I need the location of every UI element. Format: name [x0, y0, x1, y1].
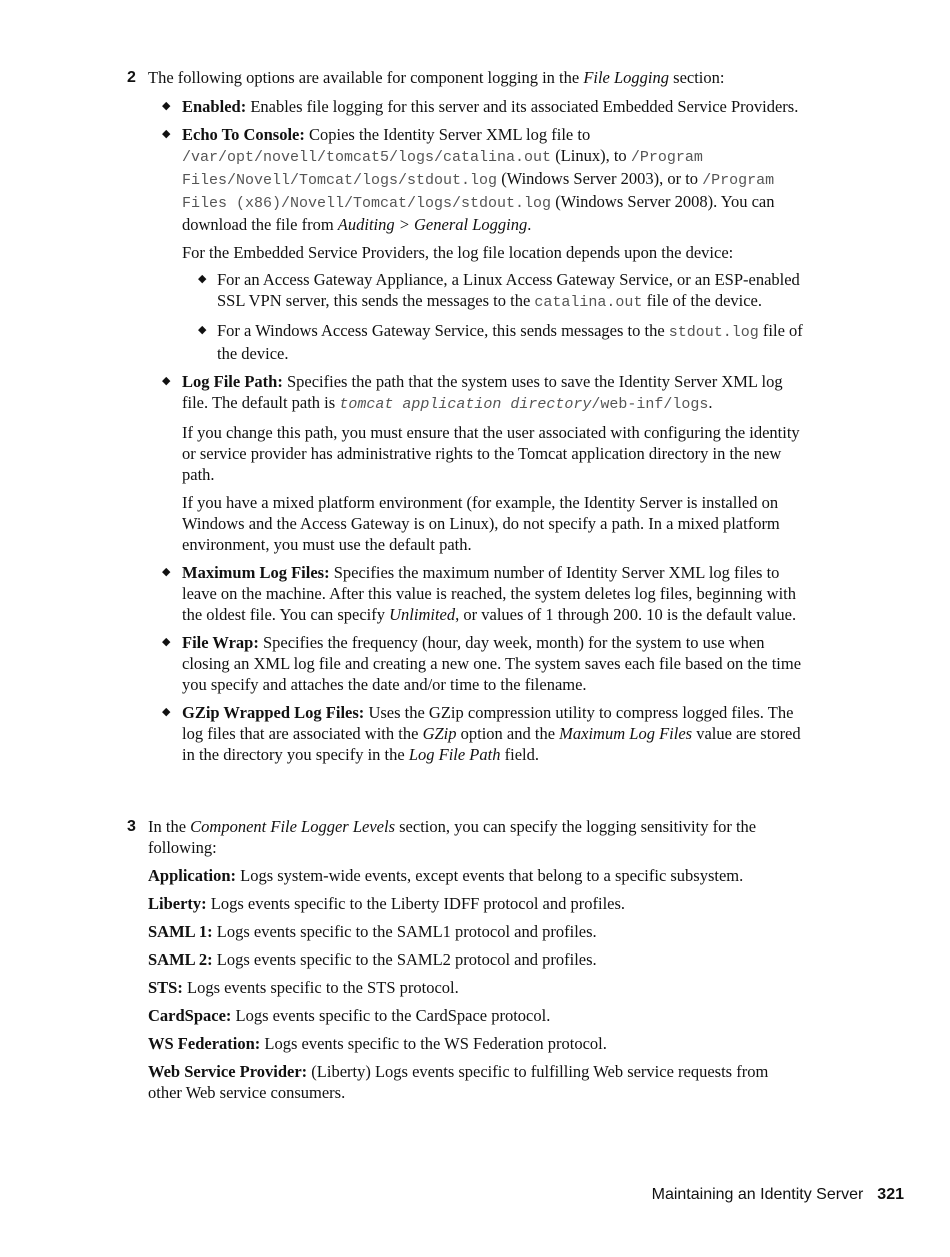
- diamond-bullet-icon: ◆: [198, 324, 207, 336]
- def-liberty: Liberty: Logs events specific to the Liberty IDFF protocol and profiles.: [148, 894, 626, 913]
- diamond-bullet-icon: ◆: [162, 636, 171, 648]
- diamond-bullet-icon: ◆: [162, 375, 171, 387]
- log-path-note-2: If you have a mixed platform environment (for example, the Identity Server is installed on Windows and the Access Gateway is on Linux), do not specify a path. In a mixed platform environment, you must use the default path.: [182, 493, 780, 554]
- esp-intro: For the Embedded Service Providers, the log file location depends upon the device:: [182, 243, 734, 262]
- option-list: [128, 96, 803, 765]
- step-number: 3: [127, 818, 136, 835]
- page-number: 321: [877, 1186, 904, 1203]
- diamond-bullet-icon: ◆: [198, 273, 207, 285]
- def-web-service-provider: Web Service Provider: (Liberty) Logs events specific to fulfilling Web service requests from other Web service consumers.: [148, 1062, 769, 1102]
- option-gzip-wrapped-log-files: ◆ GZip Wrapped Log Files: Uses the GZip compression utility to compress logged files. The log files that are associated with the GZip option and the Maximum Log Files value are stored in the directory you specify in the Log File Path field.: [162, 703, 801, 764]
- diamond-bullet-icon: ◆: [162, 706, 171, 718]
- footer-title: Maintaining an Identity Server: [651, 1186, 864, 1203]
- option-file-wrap: ◆ File Wrap: Specifies the frequency (hour, day week, month) for the system to use when closing an XML log file and creating a new one. The system saves each file based on the time you specify and attaches the date and/or time to the filename.: [162, 633, 802, 694]
- path-win2008: /Program Files (x86)/Novell/Tomcat/logs/stdout.log: [182, 172, 775, 212]
- step-number: 2: [127, 69, 136, 86]
- option-echo-to-console: ◆ Echo To Console: Copies the Identity Server XML log file to /var/opt/novell/tomcat5/logs/catalina.out (Linux), to /Program Files/Novell/Tomcat/logs/stdout.log (Windows Server 2003), or to /Program Files (x86)/Novell/Tomcat/logs/stdout.log (Windows Server 2008). You can download the file from Auditing > General Logging. For the Embedded Service Providers, the log file location depends upon the device: ◆ For an Access Gateway Appliance, a Linux Access Gateway Service, or an ESP-enabled SSL VPN server, this sends the messages to the catalina.out file of the device. ◆ For a Windows Access Gateway Service, this sends messages to the stdout.log file of the device.: [162, 125, 803, 363]
- log-path-note-1: If you change this path, you must ensure that the user associated with configuring the identity or service provider has administrative rights to the Tomcat application directory in the new path.: [182, 423, 800, 484]
- option-log-file-path: ◆ Log File Path: Specifies the path that the system uses to save the Identity Server XML log file. The default path is tomcat application directory/web-inf/logs. If you change this path, you must ensure that the user associated with configuring the identity or service provider has administrative rights to the Tomcat application directory in the new path. If you have a mixed platform environment (for example, the Identity Server is installed on Windows and the Access Gateway is on Linux), do not specify a path. In a mixed platform environment, you must use the default path.: [182, 371, 803, 555]
- step-2: [128, 67, 803, 772]
- def-saml2: SAML 2: Logs events specific to the SAML2 protocol and profiles.: [148, 950, 597, 969]
- page-footer: [652, 1186, 904, 1204]
- path-linux: /var/opt/novell/tomcat5/logs/catalina.out: [182, 149, 552, 166]
- esp-item-linux: ◆ For an Access Gateway Appliance, a Linux Access Gateway Service, or an ESP-enabled SSL VPN server, this sends the messages to the catalina.out file of the device.: [198, 270, 800, 311]
- diamond-bullet-icon: ◆: [162, 100, 171, 112]
- esp-list: [182, 269, 803, 364]
- step-intro: The following options are available for component logging in the File Logging section:: [148, 68, 725, 87]
- def-saml1: SAML 1: Logs events specific to the SAML1 protocol and profiles.: [148, 922, 597, 941]
- step-intro: In the Component File Logger Levels section, you can specify the logging sensitivity for the following:: [148, 817, 757, 857]
- def-cardspace: CardSpace: Logs events specific to the CardSpace protocol.: [148, 1006, 551, 1025]
- esp-item-windows: ◆ For a Windows Access Gateway Service, this sends messages to the stdout.log file of the device.: [198, 321, 803, 363]
- diamond-bullet-icon: ◆: [162, 128, 171, 140]
- def-application: Application: Logs system-wide events, except events that belong to a specific subsystem.: [148, 866, 744, 885]
- def-sts: STS: Logs events specific to the STS protocol.: [148, 978, 459, 997]
- path-win2003: /Program Files/Novell/Tomcat/logs/stdout.log: [182, 149, 703, 189]
- diamond-bullet-icon: ◆: [162, 566, 171, 578]
- step-3: [128, 816, 803, 1110]
- option-enabled: ◆ Enabled: Enables file logging for this server and its associated Embedded Service Providers.: [162, 97, 799, 116]
- def-ws-federation: WS Federation: Logs events specific to the WS Federation protocol.: [148, 1034, 607, 1053]
- option-maximum-log-files: ◆ Maximum Log Files: Specifies the maximum number of Identity Server XML log files to leave on the machine. After this value is reached, the system deletes log files, beginning with the oldest file. You can specify Unlimited, or values of 1 through 200. 10 is the default value.: [162, 563, 797, 624]
